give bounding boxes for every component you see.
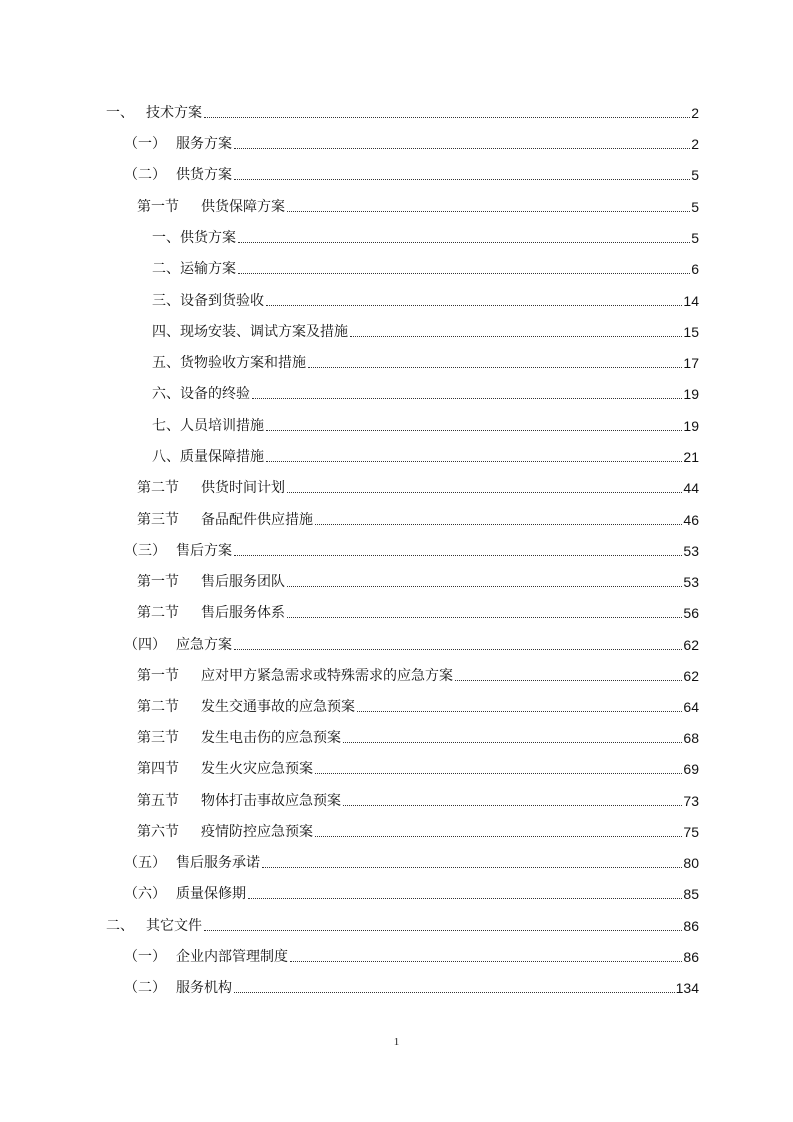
toc-entry-number: （五） [124, 855, 166, 871]
toc-entry-service-plan[interactable] [124, 131, 699, 153]
toc-dot-leader [204, 117, 690, 118]
toc-entry-title: 发生火灾应急预案 [201, 761, 313, 777]
toc-entry-number: （一） [124, 949, 166, 965]
toc-entry-number: 二、 [106, 918, 134, 934]
toc-entry-service-organization[interactable] [124, 975, 699, 997]
toc-entry-arrival-inspection[interactable] [152, 288, 699, 310]
toc-entry-title: 备品配件供应措施 [201, 512, 313, 528]
toc-entry-number: 第二节 [137, 699, 179, 715]
toc-dot-leader [287, 211, 690, 212]
toc-entry-epidemic-control[interactable] [137, 819, 699, 841]
toc-entry-number: （二） [124, 167, 166, 183]
toc-entry-page: 53 [683, 574, 699, 590]
toc-entry-urgent-demand[interactable] [137, 663, 699, 685]
toc-entry-page: 6 [691, 261, 699, 277]
toc-entry-title: 质量保修期 [176, 886, 246, 902]
toc-entry-after-sales-system[interactable] [137, 600, 699, 622]
toc-entry-page: 44 [683, 480, 699, 496]
toc-entry-title: 售后服务团队 [201, 574, 285, 590]
toc-dot-leader [262, 867, 682, 868]
toc-entry-title: 发生电击伤的应急预案 [201, 730, 341, 746]
toc-entry-page: 86 [683, 949, 699, 965]
toc-entry-number: （六） [124, 886, 166, 902]
toc-dot-leader [343, 805, 682, 806]
toc-entry-transport[interactable] [152, 256, 699, 278]
toc-entry-page: 73 [683, 793, 699, 809]
toc-entry-number: 第一节 [137, 668, 179, 684]
toc-entry-warranty-period[interactable] [124, 881, 699, 903]
toc-entry-page: 19 [683, 386, 699, 402]
toc-entry-number: 三、 [152, 293, 180, 309]
toc-entry-number: 第一节 [137, 199, 179, 215]
toc-entry-page: 53 [683, 543, 699, 559]
toc-dot-leader [315, 524, 682, 525]
toc-entry-page: 64 [683, 699, 699, 715]
toc-entry-object-strike[interactable] [137, 788, 699, 810]
toc-entry-title: 服务机构 [176, 980, 232, 996]
toc-entry-title: 物体打击事故应急预案 [201, 793, 341, 809]
toc-entry-number: （四） [124, 637, 166, 653]
toc-entry-page: 75 [683, 824, 699, 840]
toc-entry-page: 69 [683, 761, 699, 777]
toc-entry-page: 62 [683, 668, 699, 684]
toc-entry-title: 售后服务承诺 [176, 855, 260, 871]
toc-entry-number: 第二节 [137, 480, 179, 496]
toc-entry-title: 设备到货验收 [180, 293, 264, 309]
toc-dot-leader [308, 367, 682, 368]
toc-entry-page: 80 [683, 855, 699, 871]
toc-entry-installation[interactable] [152, 319, 699, 341]
toc-entry-number: 第五节 [137, 793, 179, 809]
toc-entry-final-acceptance[interactable] [152, 381, 699, 403]
toc-dot-leader [238, 273, 690, 274]
toc-entry-page: 56 [683, 605, 699, 621]
toc-dot-leader [290, 961, 682, 962]
toc-dot-leader [266, 305, 682, 306]
toc-entry-number: 第四节 [137, 761, 179, 777]
toc-dot-leader [266, 430, 682, 431]
toc-entry-number: （三） [124, 543, 166, 559]
toc-entry-number: （一） [124, 136, 166, 152]
toc-entry-page: 46 [683, 512, 699, 528]
toc-entry-title: 技术方案 [146, 105, 202, 121]
toc-entry-number: 第三节 [137, 512, 179, 528]
toc-entry-other-documents[interactable] [106, 913, 699, 935]
toc-entry-title: 运输方案 [180, 261, 236, 277]
toc-entry-title: 售后方案 [176, 543, 232, 559]
toc-dot-leader [455, 680, 682, 681]
toc-entry-title: 应急方案 [176, 637, 232, 653]
toc-entry-number: 一、 [106, 105, 134, 121]
toc-entry-title: 设备的终验 [180, 386, 250, 402]
toc-dot-leader [234, 555, 682, 556]
toc-entry-number: 八、 [152, 449, 180, 465]
toc-entry-number: 五、 [152, 355, 180, 371]
toc-entry-page: 21 [683, 449, 699, 465]
toc-entry-number: 二、 [152, 261, 180, 277]
toc-entry-number: （二） [124, 980, 166, 996]
toc-entry-title: 供货时间计划 [201, 480, 285, 496]
toc-dot-leader [248, 898, 682, 899]
toc-entry-page: 5 [691, 230, 699, 246]
toc-entry-page: 2 [691, 105, 699, 121]
toc-dot-leader [252, 398, 682, 399]
toc-entry-number: 六、 [152, 386, 180, 402]
toc-entry-fire[interactable] [137, 756, 699, 778]
toc-dot-leader [234, 179, 690, 180]
toc-entry-supply-schedule[interactable] [137, 475, 699, 497]
toc-entry-page: 5 [691, 167, 699, 183]
toc-dot-leader [287, 586, 682, 587]
toc-dot-leader [357, 711, 682, 712]
toc-dot-leader [315, 773, 682, 774]
toc-entry-page: 134 [675, 980, 699, 996]
toc-entry-goods-acceptance[interactable] [152, 350, 699, 372]
toc-entry-electric-shock[interactable] [137, 725, 699, 747]
toc-dot-leader [234, 649, 682, 650]
toc-dot-leader [343, 742, 682, 743]
toc-entry-number: 七、 [152, 418, 180, 434]
toc-entry-page: 68 [683, 730, 699, 746]
toc-entry-number: 四、 [152, 324, 180, 340]
toc-entry-title: 疫情防控应急预案 [201, 824, 313, 840]
toc-entry-traffic-accident[interactable] [137, 694, 699, 716]
toc-entry-title: 供货方案 [176, 167, 232, 183]
toc-dot-leader [234, 148, 690, 149]
toc-entry-title: 服务方案 [176, 136, 232, 152]
toc-entry-internal-management[interactable] [124, 944, 699, 966]
toc-entry-number: 第六节 [137, 824, 179, 840]
toc-entry-title: 货物验收方案和措施 [180, 355, 306, 371]
toc-entry-title: 其它文件 [146, 918, 202, 934]
toc-dot-leader [287, 492, 682, 493]
toc-entry-title: 供货方案 [180, 230, 236, 246]
toc-entry-after-sales-team[interactable] [137, 569, 699, 591]
toc-entry-title: 现场安装、调试方案及措施 [180, 324, 348, 340]
toc-entry-page: 86 [683, 918, 699, 934]
toc-entry-page: 5 [691, 199, 699, 215]
toc-entry-spare-parts[interactable] [137, 507, 699, 529]
toc-entry-technical-plan[interactable] [106, 100, 699, 122]
toc-entry-title: 发生交通事故的应急预案 [201, 699, 355, 715]
toc-entry-title: 人员培训措施 [180, 418, 264, 434]
toc-entry-quality-assurance[interactable] [152, 444, 699, 466]
toc-dot-leader [266, 461, 682, 462]
toc-entry-page: 85 [683, 886, 699, 902]
toc-entry-page: 62 [683, 637, 699, 653]
toc-entry-page: 15 [683, 324, 699, 340]
toc-dot-leader [234, 992, 675, 993]
toc-entry-title: 企业内部管理制度 [176, 949, 288, 965]
toc-entry-supply-guarantee[interactable] [137, 194, 699, 216]
toc-entry-training[interactable] [152, 413, 699, 435]
toc-entry-supply-scheme[interactable] [152, 225, 699, 247]
toc-dot-leader [238, 242, 690, 243]
toc-entry-emergency-plan[interactable] [124, 632, 699, 654]
toc-entry-page: 14 [683, 293, 699, 309]
toc-entry-after-sales-commitment[interactable] [124, 850, 699, 872]
page-number: 1 [393, 1036, 400, 1048]
toc-entry-title: 应对甲方紧急需求或特殊需求的应急方案 [201, 668, 453, 684]
toc-entry-page: 19 [683, 418, 699, 434]
toc-dot-leader [287, 617, 682, 618]
toc-entry-page: 2 [691, 136, 699, 152]
toc-entry-title: 供货保障方案 [201, 199, 285, 215]
toc-entry-after-sales-plan[interactable] [124, 538, 699, 560]
toc-entry-number: 第三节 [137, 730, 179, 746]
toc-dot-leader [204, 930, 682, 931]
toc-entry-number: 第一节 [137, 574, 179, 590]
toc-dot-leader [315, 836, 682, 837]
toc-entry-number: 一、 [152, 230, 180, 246]
toc-entry-supply-plan[interactable] [124, 162, 699, 184]
toc-entry-page: 17 [683, 355, 699, 371]
toc-entry-title: 售后服务体系 [201, 605, 285, 621]
toc-entry-title: 质量保障措施 [180, 449, 264, 465]
toc-dot-leader [350, 336, 682, 337]
toc-entry-number: 第二节 [137, 605, 179, 621]
